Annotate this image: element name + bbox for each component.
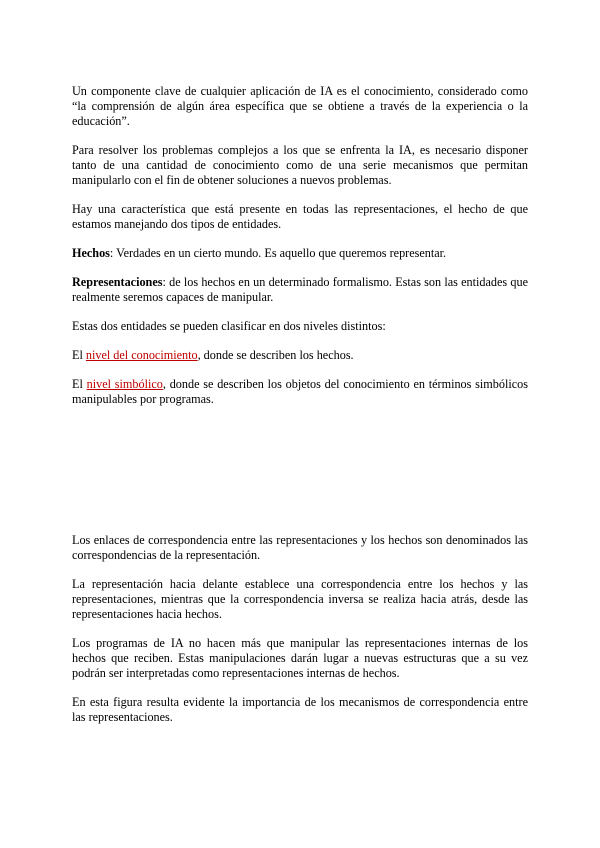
paragraph-problemas-complejos: Para resolver los problemas complejos a los que se enfrenta la IA, es necesario disponer tanto de una cantidad de conocimiento como de una serie mecanismos que permitan manipularlo con el fin de obtener soluciones a nuevos problemas.	[72, 143, 528, 187]
paragraph-nivel-conocimiento	[72, 348, 528, 363]
document-lower-section	[72, 533, 528, 739]
link-nivel-conocimiento[interactable]: nivel del conocimiento	[85, 348, 198, 362]
paragraph-niveles: Estas dos entidades se pueden clasificar en dos niveles distintos:	[72, 319, 386, 333]
paragraph-hechos	[72, 246, 528, 261]
paragraph-enlaces-correspondencia: Los enlaces de correspondencia entre las representaciones y los hechos son denominados las correspondencias de la representación.	[72, 533, 528, 562]
paragraph-nivel-simbolico	[72, 377, 528, 407]
document-upper-section	[72, 84, 528, 421]
paragraph-programas-ia: Los programas de IA no hacen más que manipular las representaciones internas de los hechos que reciben. Estas manipulaciones darán lugar a nuevas estructuras que a su vez podrán ser interpretadas como representaciones internas de hechos.	[72, 636, 528, 680]
paragraph-figura-importancia: En esta figura resulta evidente la importancia de los mecanismos de correspondencia entre las representaciones.	[72, 695, 528, 724]
term-hechos: Hechos	[72, 246, 110, 260]
suffix-nivel-conocimiento: , donde se describen los hechos.	[197, 348, 354, 362]
definition-hechos: : Verdades en un cierto mundo. Es aquello que queremos representar.	[109, 246, 447, 260]
paragraph-caracteristica: Hay una característica que está presente en todas las representaciones, el hecho de que estamos manejando dos tipos de entidades.	[72, 202, 528, 231]
paragraph-representacion-hacia-delante: La representación hacia delante establece una correspondencia entre los hechos y las representaciones, mientras que la correspondencia inversa se realiza hacia atrás, desde las representaciones hacia hechos.	[72, 577, 528, 621]
prefix-nivel-simbolico: El	[72, 377, 87, 391]
paragraph-conocimiento-definicion: Un componente clave de cualquier aplicación de IA es el conocimiento, considerado como “la comprensión de algún área específica que se obtiene a través de la experiencia o la educación”.	[72, 84, 528, 128]
suffix-nivel-simbolico: , donde se describen los objetos del conocimiento en términos simbólicos manipulables por programas.	[72, 377, 528, 406]
paragraph-representaciones	[72, 275, 528, 305]
prefix-nivel-conocimiento: El	[72, 348, 86, 362]
link-nivel-simbolico[interactable]: nivel simbólico	[86, 377, 163, 391]
definition-representaciones: : de los hechos en un determinado formalismo. Estas son las entidades que realmente seremos capaces de manipular.	[72, 275, 528, 304]
term-representaciones: Representaciones	[72, 275, 163, 289]
